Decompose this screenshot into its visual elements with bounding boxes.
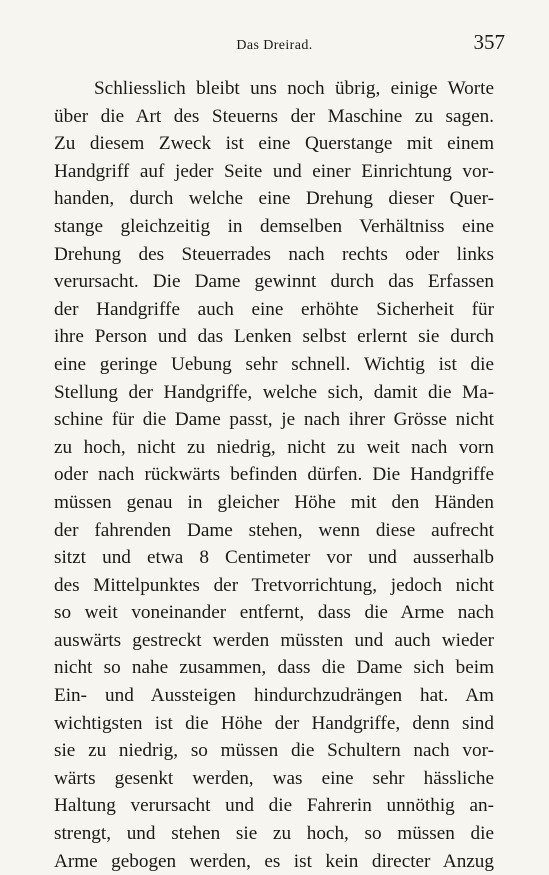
text-line: müssen genau in gleicher Höhe mit den Händen: [54, 491, 494, 513]
running-head: [0, 30, 549, 58]
text-line: wichtigsten ist die Höhe der Handgriffe, denn sind: [54, 712, 494, 734]
running-title: Das Dreirad.: [236, 38, 313, 53]
text-line: eine geringe Uebung sehr schnell. Wichtig ist die: [54, 353, 494, 375]
text-line: des Mittelpunktes der Tretvorrichtung, jedoch nicht: [54, 574, 494, 596]
text-line: der fahrenden Dame stehen, wenn diese aufrecht: [54, 519, 494, 541]
page-number: 357: [473, 30, 505, 54]
text-line: Drehung des Steuerrades nach rechts oder links: [54, 243, 494, 265]
text-line: über die Art des Steuerns der Maschine zu sagen.: [54, 105, 494, 127]
text-line: Stellung der Handgriffe, welche sich, damit die Ma-: [54, 381, 494, 403]
text-line: Arme gebogen werden, es ist kein directer Anzug: [54, 850, 494, 872]
text-line: Ein- und Aussteigen hindurchzudrängen hat. Am: [54, 685, 494, 707]
text-line: zu hoch, nicht zu niedrig, nicht zu weit nach vorn: [54, 436, 494, 458]
text-line: oder nach rückwärts befinden dürfen. Die Handgriffe: [54, 464, 494, 486]
text-line: sie zu niedrig, so müssen die Schultern nach vor-: [54, 740, 494, 762]
text-line: wärts gesenkt werden, was eine sehr hässliche: [54, 767, 494, 789]
text-line: Handgriff auf jeder Seite und einer Einrichtung vor-: [54, 160, 494, 182]
text-line: Haltung verursacht und die Fahrerin unnöthig an-: [54, 795, 494, 817]
text-line: nicht so nahe zusammen, dass die Dame sich beim: [54, 657, 494, 679]
text-line: schine für die Dame passt, je nach ihrer Grösse nicht: [54, 409, 494, 431]
text-line: stange gleichzeitig in demselben Verhältniss eine: [54, 215, 494, 237]
text-line: strengt, und stehen sie zu hoch, so müssen die: [54, 823, 494, 845]
text-line: Schliesslich bleibt uns noch übrig, einige Worte: [94, 78, 494, 99]
text-line: der Handgriffe auch eine erhöhte Sicherheit für: [54, 298, 494, 320]
text-line: verursacht. Die Dame gewinnt durch das Erfassen: [54, 271, 494, 293]
text-line: sitzt und etwa 8 Centimeter vor und ausserhalb: [54, 547, 494, 569]
text-line: Zu diesem Zweck ist eine Querstange mit einem: [54, 133, 494, 155]
body-paragraph: [54, 75, 494, 875]
text-line: ihre Person und das Lenken selbst erlernt sie durch: [54, 326, 494, 348]
text-line: so weit voneinander entfernt, dass die Arme nach: [54, 602, 494, 624]
text-line: auswärts gestreckt werden müssten und auch wieder: [54, 629, 494, 651]
text-line: handen, durch welche eine Drehung dieser Quer-: [54, 188, 494, 210]
